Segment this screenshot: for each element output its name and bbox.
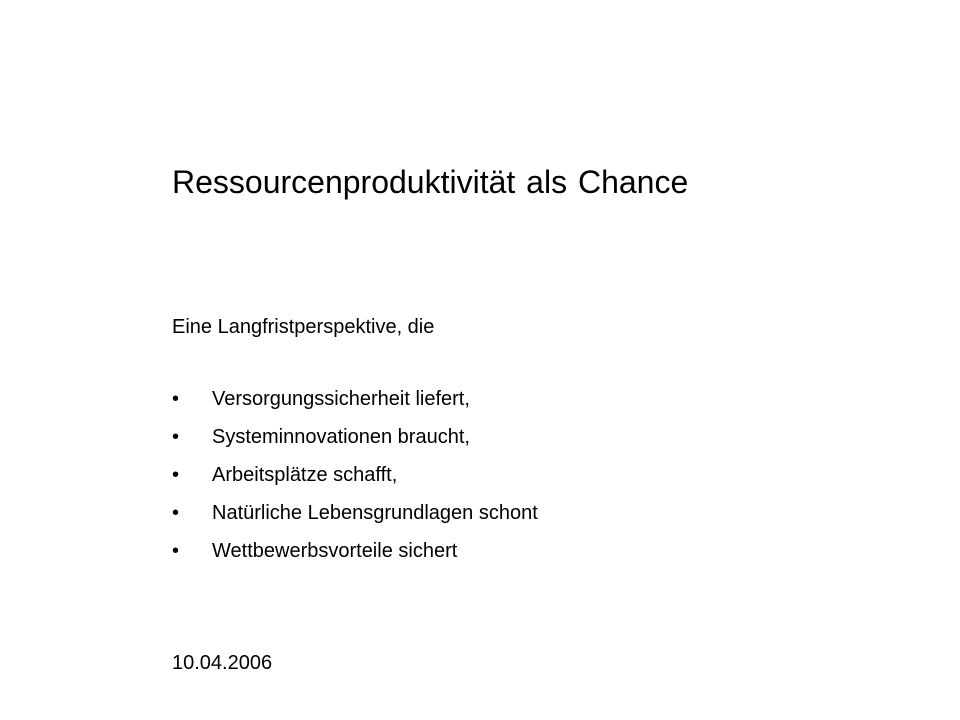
bullet-text: Arbeitsplätze schafft,: [212, 464, 398, 486]
bullet-text: Systeminnovationen braucht,: [212, 426, 470, 448]
bullet-icon: •: [172, 464, 180, 486]
bullet-text: Natürliche Lebensgrundlagen schont: [212, 502, 538, 524]
bullet-icon: •: [172, 388, 180, 410]
slide-title: Ressourcenproduktivität als Chance: [172, 164, 689, 200]
bullet-text: Versorgungssicherheit liefert,: [212, 388, 470, 410]
slide-date: 10.04.2006: [172, 652, 273, 674]
intro-text: Eine Langfristperspektive, die: [172, 316, 435, 338]
bullet-text: Wettbewerbsvorteile sichert: [212, 540, 458, 562]
bullet-icon: •: [172, 540, 180, 562]
bullet-icon: •: [172, 502, 180, 524]
bullet-icon: •: [172, 426, 180, 448]
